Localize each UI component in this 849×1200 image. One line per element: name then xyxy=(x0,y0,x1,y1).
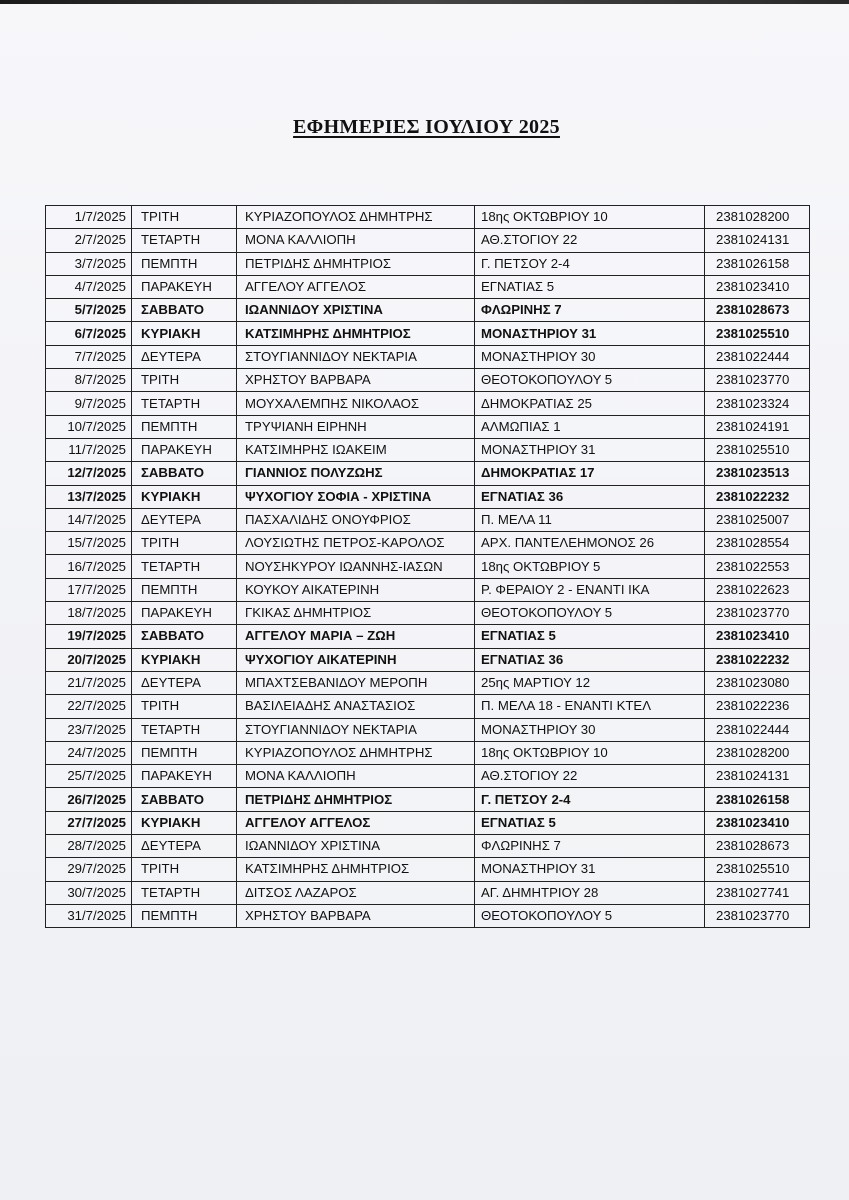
address-cell: Ρ. ΦΕΡΑΙΟΥ 2 - ΕΝΑΝΤΙ ΙΚΑ xyxy=(475,578,705,601)
table-row xyxy=(46,462,810,485)
pharmacist-name-cell: ΨΥΧΟΓΙΟΥ ΣΟΦΙΑ - ΧΡΙΣΤΙΝΑ xyxy=(237,485,475,508)
phone-cell: 2381022232 xyxy=(705,648,810,671)
date-cell: 18/7/2025 xyxy=(46,602,132,625)
phone-cell: 2381026158 xyxy=(705,252,810,275)
address-cell: Γ. ΠΕΤΣΟΥ 2-4 xyxy=(475,252,705,275)
table-row xyxy=(46,695,810,718)
date-cell: 11/7/2025 xyxy=(46,438,132,461)
date-cell: 19/7/2025 xyxy=(46,625,132,648)
day-cell: ΔΕΥΤΕΡΑ xyxy=(132,345,237,368)
table-row xyxy=(46,904,810,927)
date-cell: 13/7/2025 xyxy=(46,485,132,508)
address-cell: ΘΕΟΤΟΚΟΠΟΥΛΟΥ 5 xyxy=(475,369,705,392)
address-cell: ΜΟΝΑΣΤΗΡΙΟΥ 31 xyxy=(475,438,705,461)
phone-cell: 2381023080 xyxy=(705,671,810,694)
phone-cell: 2381028200 xyxy=(705,206,810,229)
table-row xyxy=(46,369,810,392)
day-cell: ΤΕΤΑΡΤΗ xyxy=(132,555,237,578)
table-row xyxy=(46,718,810,741)
phone-cell: 2381028200 xyxy=(705,741,810,764)
date-cell: 27/7/2025 xyxy=(46,811,132,834)
date-cell: 17/7/2025 xyxy=(46,578,132,601)
pharmacist-name-cell: ΚΥΡΙΑΖΟΠΟΥΛΟΣ ΔΗΜΗΤΡΗΣ xyxy=(237,206,475,229)
address-cell: ΘΕΟΤΟΚΟΠΟΥΛΟΥ 5 xyxy=(475,602,705,625)
table-row xyxy=(46,741,810,764)
date-cell: 14/7/2025 xyxy=(46,508,132,531)
pharmacist-name-cell: ΙΩΑΝΝΙΔΟΥ ΧΡΙΣΤΙΝΑ xyxy=(237,835,475,858)
address-cell: ΜΟΝΑΣΤΗΡΙΟΥ 30 xyxy=(475,718,705,741)
day-cell: ΠΑΡΑΚΕΥΗ xyxy=(132,438,237,461)
day-cell: ΤΕΤΑΡΤΗ xyxy=(132,881,237,904)
phone-cell: 2381022623 xyxy=(705,578,810,601)
pharmacist-name-cell: ΑΓΓΕΛΟΥ ΑΓΓΕΛΟΣ xyxy=(237,275,475,298)
pharmacist-name-cell: ΠΑΣΧΑΛΙΔΗΣ ΟΝΟΥΦΡΙΟΣ xyxy=(237,508,475,531)
phone-cell: 2381028554 xyxy=(705,532,810,555)
table-row xyxy=(46,765,810,788)
address-cell: 18ης ΟΚΤΩΒΡΙΟΥ 10 xyxy=(475,206,705,229)
table-row xyxy=(46,392,810,415)
date-cell: 8/7/2025 xyxy=(46,369,132,392)
day-cell: ΠΕΜΠΤΗ xyxy=(132,578,237,601)
phone-cell: 2381022236 xyxy=(705,695,810,718)
day-cell: ΠΑΡΑΚΕΥΗ xyxy=(132,275,237,298)
pharmacist-name-cell: ΚΑΤΣΙΜΗΡΗΣ ΙΩΑΚΕΙΜ xyxy=(237,438,475,461)
table-row xyxy=(46,788,810,811)
date-cell: 5/7/2025 xyxy=(46,299,132,322)
day-cell: ΤΡΙΤΗ xyxy=(132,206,237,229)
table-row xyxy=(46,415,810,438)
day-cell: ΠΑΡΑΚΕΥΗ xyxy=(132,765,237,788)
table-row xyxy=(46,322,810,345)
address-cell: Π. ΜΕΛΑ 11 xyxy=(475,508,705,531)
date-cell: 4/7/2025 xyxy=(46,275,132,298)
day-cell: ΚΥΡΙΑΚΗ xyxy=(132,811,237,834)
date-cell: 6/7/2025 xyxy=(46,322,132,345)
day-cell: ΣΑΒΒΑΤΟ xyxy=(132,788,237,811)
page-title xyxy=(0,116,849,139)
address-cell: ΕΓΝΑΤΙΑΣ 5 xyxy=(475,811,705,834)
date-cell: 20/7/2025 xyxy=(46,648,132,671)
pharmacist-name-cell: ΠΕΤΡΙΔΗΣ ΔΗΜΗΤΡΙΟΣ xyxy=(237,788,475,811)
pharmacist-name-cell: ΛΟΥΣΙΩΤΗΣ ΠΕΤΡΟΣ-ΚΑΡΟΛΟΣ xyxy=(237,532,475,555)
date-cell: 12/7/2025 xyxy=(46,462,132,485)
day-cell: ΤΡΙΤΗ xyxy=(132,695,237,718)
pharmacist-name-cell: ΚΟΥΚΟΥ ΑΙΚΑΤΕΡΙΝΗ xyxy=(237,578,475,601)
pharmacist-name-cell: ΤΡΥΨΙΑΝΗ ΕΙΡΗΝΗ xyxy=(237,415,475,438)
pharmacist-name-cell: ΧΡΗΣΤΟΥ ΒΑΡΒΑΡΑ xyxy=(237,369,475,392)
phone-cell: 2381023410 xyxy=(705,275,810,298)
pharmacist-name-cell: ΓΚΙΚΑΣ ΔΗΜΗΤΡΙΟΣ xyxy=(237,602,475,625)
phone-cell: 2381024131 xyxy=(705,229,810,252)
date-cell: 25/7/2025 xyxy=(46,765,132,788)
table-row xyxy=(46,858,810,881)
address-cell: ΦΛΩΡΙΝΗΣ 7 xyxy=(475,299,705,322)
address-cell: ΕΓΝΑΤΙΑΣ 36 xyxy=(475,648,705,671)
date-cell: 23/7/2025 xyxy=(46,718,132,741)
pharmacist-name-cell: ΣΤΟΥΓΙΑΝΝΙΔΟΥ ΝΕΚΤΑΡΙΑ xyxy=(237,718,475,741)
phone-cell: 2381025007 xyxy=(705,508,810,531)
table-row xyxy=(46,252,810,275)
address-cell: 25ης ΜΑΡΤΙΟΥ 12 xyxy=(475,671,705,694)
pharmacist-name-cell: ΠΕΤΡΙΔΗΣ ΔΗΜΗΤΡΙΟΣ xyxy=(237,252,475,275)
table-row xyxy=(46,625,810,648)
pharmacist-name-cell: ΙΩΑΝΝΙΔΟΥ ΧΡΙΣΤΙΝΑ xyxy=(237,299,475,322)
day-cell: ΠΕΜΠΤΗ xyxy=(132,741,237,764)
date-cell: 3/7/2025 xyxy=(46,252,132,275)
date-cell: 26/7/2025 xyxy=(46,788,132,811)
pharmacist-name-cell: ΚΑΤΣΙΜΗΡΗΣ ΔΗΜΗΤΡΙΟΣ xyxy=(237,322,475,345)
duty-schedule-table xyxy=(45,205,810,928)
address-cell: ΔΗΜΟΚΡΑΤΙΑΣ 17 xyxy=(475,462,705,485)
date-cell: 28/7/2025 xyxy=(46,835,132,858)
phone-cell: 2381023324 xyxy=(705,392,810,415)
phone-cell: 2381024131 xyxy=(705,765,810,788)
pharmacist-name-cell: ΒΑΣΙΛΕΙΑΔΗΣ ΑΝΑΣΤΑΣΙΟΣ xyxy=(237,695,475,718)
table-row xyxy=(46,438,810,461)
address-cell: ΕΓΝΑΤΙΑΣ 5 xyxy=(475,625,705,648)
phone-cell: 2381023410 xyxy=(705,625,810,648)
table-row xyxy=(46,881,810,904)
day-cell: ΔΕΥΤΕΡΑ xyxy=(132,508,237,531)
address-cell: ΜΟΝΑΣΤΗΡΙΟΥ 30 xyxy=(475,345,705,368)
date-cell: 16/7/2025 xyxy=(46,555,132,578)
day-cell: ΤΡΙΤΗ xyxy=(132,858,237,881)
address-cell: ΕΓΝΑΤΙΑΣ 36 xyxy=(475,485,705,508)
date-cell: 10/7/2025 xyxy=(46,415,132,438)
day-cell: ΠΕΜΠΤΗ xyxy=(132,904,237,927)
pharmacist-name-cell: ΝΟΥΣΗΚΥΡΟΥ ΙΩΑΝΝΗΣ-ΙΑΣΩΝ xyxy=(237,555,475,578)
table-row xyxy=(46,555,810,578)
scan-top-edge xyxy=(0,0,849,4)
phone-cell: 2381025510 xyxy=(705,858,810,881)
table-row xyxy=(46,532,810,555)
table-row xyxy=(46,648,810,671)
table-row xyxy=(46,835,810,858)
table-row xyxy=(46,206,810,229)
address-cell: ΑΘ.ΣΤΟΓΙΟΥ 22 xyxy=(475,765,705,788)
table-row xyxy=(46,485,810,508)
address-cell: 18ης ΟΚΤΩΒΡΙΟΥ 5 xyxy=(475,555,705,578)
pharmacist-name-cell: ΑΓΓΕΛΟΥ ΜΑΡΙΑ – ΖΩΗ xyxy=(237,625,475,648)
date-cell: 21/7/2025 xyxy=(46,671,132,694)
pharmacist-name-cell: ΜΠΑΧΤΣΕΒΑΝΙΔΟΥ ΜΕΡΟΠΗ xyxy=(237,671,475,694)
date-cell: 31/7/2025 xyxy=(46,904,132,927)
phone-cell: 2381022553 xyxy=(705,555,810,578)
table-row xyxy=(46,229,810,252)
phone-cell: 2381023770 xyxy=(705,369,810,392)
address-cell: Π. ΜΕΛΑ 18 - ΕΝΑΝΤΙ ΚΤΕΛ xyxy=(475,695,705,718)
date-cell: 7/7/2025 xyxy=(46,345,132,368)
date-cell: 1/7/2025 xyxy=(46,206,132,229)
day-cell: ΤΕΤΑΡΤΗ xyxy=(132,229,237,252)
pharmacist-name-cell: ΓΙΑΝΝΙΟΣ ΠΟΛΥΖΩΗΣ xyxy=(237,462,475,485)
day-cell: ΔΕΥΤΕΡΑ xyxy=(132,835,237,858)
date-cell: 29/7/2025 xyxy=(46,858,132,881)
pharmacist-name-cell: ΣΤΟΥΓΙΑΝΝΙΔΟΥ ΝΕΚΤΑΡΙΑ xyxy=(237,345,475,368)
phone-cell: 2381027741 xyxy=(705,881,810,904)
day-cell: ΚΥΡΙΑΚΗ xyxy=(132,485,237,508)
phone-cell: 2381022444 xyxy=(705,345,810,368)
date-cell: 24/7/2025 xyxy=(46,741,132,764)
address-cell: ΑΛΜΩΠΙΑΣ 1 xyxy=(475,415,705,438)
address-cell: ΕΓΝΑΤΙΑΣ 5 xyxy=(475,275,705,298)
pharmacist-name-cell: ΜΟΝΑ ΚΑΛΛΙΟΠΗ xyxy=(237,229,475,252)
day-cell: ΚΥΡΙΑΚΗ xyxy=(132,648,237,671)
phone-cell: 2381025510 xyxy=(705,322,810,345)
pharmacist-name-cell: ΜΟΥΧΑΛΕΜΠΗΣ ΝΙΚΟΛΑΟΣ xyxy=(237,392,475,415)
pharmacist-name-cell: ΜΟΝΑ ΚΑΛΛΙΟΠΗ xyxy=(237,765,475,788)
address-cell: ΑΓ. ΔΗΜΗΤΡΙΟΥ 28 xyxy=(475,881,705,904)
phone-cell: 2381028673 xyxy=(705,835,810,858)
pharmacist-name-cell: ΚΥΡΙΑΖΟΠΟΥΛΟΣ ΔΗΜΗΤΡΗΣ xyxy=(237,741,475,764)
day-cell: ΠΑΡΑΚΕΥΗ xyxy=(132,602,237,625)
table-row xyxy=(46,345,810,368)
day-cell: ΔΕΥΤΕΡΑ xyxy=(132,671,237,694)
address-cell: ΔΗΜΟΚΡΑΤΙΑΣ 25 xyxy=(475,392,705,415)
phone-cell: 2381028673 xyxy=(705,299,810,322)
address-cell: ΑΡΧ. ΠΑΝΤΕΛΕΗΜΟΝΟΣ 26 xyxy=(475,532,705,555)
phone-cell: 2381023770 xyxy=(705,904,810,927)
address-cell: ΜΟΝΑΣΤΗΡΙΟΥ 31 xyxy=(475,858,705,881)
table-row xyxy=(46,275,810,298)
pharmacist-name-cell: ΨΥΧΟΓΙΟΥ ΑΙΚΑΤΕΡΙΝΗ xyxy=(237,648,475,671)
phone-cell: 2381025510 xyxy=(705,438,810,461)
date-cell: 30/7/2025 xyxy=(46,881,132,904)
phone-cell: 2381023770 xyxy=(705,602,810,625)
address-cell: ΦΛΩΡΙΝΗΣ 7 xyxy=(475,835,705,858)
phone-cell: 2381022444 xyxy=(705,718,810,741)
phone-cell: 2381023513 xyxy=(705,462,810,485)
address-cell: ΘΕΟΤΟΚΟΠΟΥΛΟΥ 5 xyxy=(475,904,705,927)
day-cell: ΠΕΜΠΤΗ xyxy=(132,415,237,438)
address-cell: ΑΘ.ΣΤΟΓΙΟΥ 22 xyxy=(475,229,705,252)
day-cell: ΤΕΤΑΡΤΗ xyxy=(132,718,237,741)
table-row xyxy=(46,671,810,694)
day-cell: ΣΑΒΒΑΤΟ xyxy=(132,462,237,485)
address-cell: 18ης ΟΚΤΩΒΡΙΟΥ 10 xyxy=(475,741,705,764)
phone-cell: 2381023410 xyxy=(705,811,810,834)
day-cell: ΣΑΒΒΑΤΟ xyxy=(132,299,237,322)
duty-schedule-body xyxy=(46,206,810,928)
day-cell: ΤΕΤΑΡΤΗ xyxy=(132,392,237,415)
day-cell: ΚΥΡΙΑΚΗ xyxy=(132,322,237,345)
phone-cell: 2381026158 xyxy=(705,788,810,811)
pharmacist-name-cell: ΔΙΤΣΟΣ ΛΑΖΑΡΟΣ xyxy=(237,881,475,904)
pharmacist-name-cell: ΚΑΤΣΙΜΗΡΗΣ ΔΗΜΗΤΡΙΟΣ xyxy=(237,858,475,881)
day-cell: ΠΕΜΠΤΗ xyxy=(132,252,237,275)
page-title-text: ΕΦΗΜΕΡΙΕΣ ΙΟΥΛΙΟΥ 2025 xyxy=(293,116,560,138)
day-cell: ΤΡΙΤΗ xyxy=(132,532,237,555)
phone-cell: 2381022232 xyxy=(705,485,810,508)
pharmacist-name-cell: ΑΓΓΕΛΟΥ ΑΓΓΕΛΟΣ xyxy=(237,811,475,834)
address-cell: ΜΟΝΑΣΤΗΡΙΟΥ 31 xyxy=(475,322,705,345)
table-row xyxy=(46,299,810,322)
table-row xyxy=(46,811,810,834)
phone-cell: 2381024191 xyxy=(705,415,810,438)
date-cell: 15/7/2025 xyxy=(46,532,132,555)
table-row xyxy=(46,602,810,625)
day-cell: ΣΑΒΒΑΤΟ xyxy=(132,625,237,648)
date-cell: 22/7/2025 xyxy=(46,695,132,718)
table-row xyxy=(46,578,810,601)
date-cell: 2/7/2025 xyxy=(46,229,132,252)
pharmacist-name-cell: ΧΡΗΣΤΟΥ ΒΑΡΒΑΡΑ xyxy=(237,904,475,927)
table-row xyxy=(46,508,810,531)
date-cell: 9/7/2025 xyxy=(46,392,132,415)
day-cell: ΤΡΙΤΗ xyxy=(132,369,237,392)
address-cell: Γ. ΠΕΤΣΟΥ 2-4 xyxy=(475,788,705,811)
